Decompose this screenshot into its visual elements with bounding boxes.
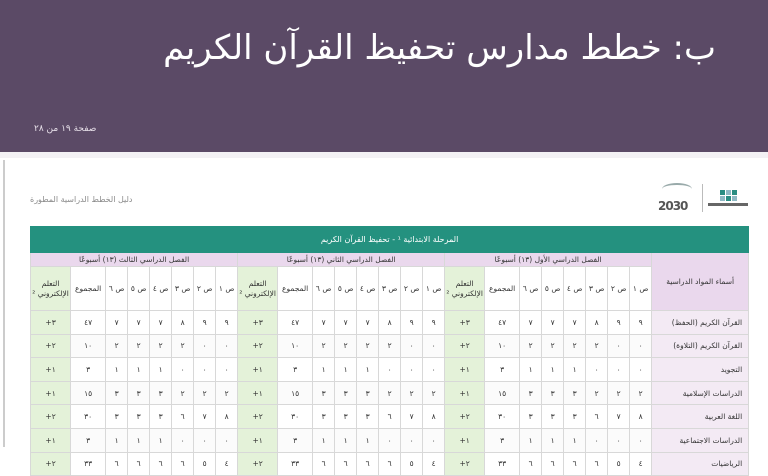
- hours-cell: ٥: [608, 452, 630, 476]
- elearning-cell: ٢+: [445, 334, 485, 358]
- hours-cell: ٠: [630, 358, 652, 382]
- hours-cell: ٧: [401, 405, 423, 429]
- hours-cell: ٣: [335, 381, 357, 405]
- hours-cell: ٧: [106, 311, 128, 335]
- document-page: [10, 160, 768, 469]
- hours-cell: ٦: [313, 452, 335, 476]
- total-column-header: المجموع: [71, 267, 106, 311]
- hours-cell: ٠: [401, 334, 423, 358]
- elearning-cell: ١+: [238, 358, 278, 382]
- hours-cell: ٠: [586, 428, 608, 452]
- hours-cell: ٧: [357, 311, 379, 335]
- hours-cell: ٢: [194, 381, 216, 405]
- grade-column-header: ص ٤: [564, 267, 586, 311]
- elearning-cell: ١+: [445, 428, 485, 452]
- elearning-cell: ٢+: [31, 452, 71, 476]
- total-cell: ٣: [71, 358, 106, 382]
- hours-cell: ٦: [564, 452, 586, 476]
- hours-cell: ٨: [379, 311, 401, 335]
- hours-cell: ١: [106, 428, 128, 452]
- hours-cell: ٣: [564, 381, 586, 405]
- hours-cell: ٢: [150, 334, 172, 358]
- hours-cell: ٠: [216, 428, 238, 452]
- grade-column-header: ص ١: [423, 267, 445, 311]
- table-row: [31, 358, 749, 382]
- elearning-cell: ١+: [238, 381, 278, 405]
- hours-cell: ١: [542, 428, 564, 452]
- slide-title: ب: خطط مدارس تحفيظ القرآن الكريم: [163, 28, 716, 68]
- hours-cell: ٤: [423, 452, 445, 476]
- elearning-cell: ١+: [445, 381, 485, 405]
- hours-cell: ٠: [423, 428, 445, 452]
- total-cell: ٤٧: [71, 311, 106, 335]
- subject-name-cell: اللغة العربية: [652, 405, 749, 429]
- semester-1-header: الفصل الدراسي الأول (١٣) أسبوعًا: [445, 253, 652, 267]
- hours-cell: ٢: [379, 334, 401, 358]
- hours-cell: ١: [128, 358, 150, 382]
- grade-column-header: ص ٦: [313, 267, 335, 311]
- hours-cell: ٠: [586, 358, 608, 382]
- grade-column-header: ص ٦: [106, 267, 128, 311]
- hours-cell: ١: [335, 358, 357, 382]
- table-row: [31, 334, 749, 358]
- hours-cell: ٢: [335, 334, 357, 358]
- vision-2030-logo: 2030: [658, 183, 698, 213]
- total-cell: ٣: [485, 428, 520, 452]
- hours-cell: ٣: [313, 405, 335, 429]
- hours-cell: ٠: [401, 358, 423, 382]
- elearning-cell: ١+: [31, 381, 71, 405]
- hours-cell: ٦: [172, 452, 194, 476]
- hours-cell: ٠: [216, 334, 238, 358]
- grade-column-header: ص ٣: [172, 267, 194, 311]
- total-cell: ١٥: [71, 381, 106, 405]
- hours-cell: ١: [150, 428, 172, 452]
- total-cell: ٣: [485, 358, 520, 382]
- table-row: [31, 428, 749, 452]
- hours-cell: ١: [313, 428, 335, 452]
- hours-cell: ٧: [520, 311, 542, 335]
- hours-cell: ٩: [423, 311, 445, 335]
- ministry-of-education-icon: [706, 183, 750, 213]
- hours-cell: ٨: [216, 405, 238, 429]
- hours-cell: ٦: [542, 452, 564, 476]
- hours-cell: ٣: [150, 381, 172, 405]
- hours-cell: ١: [313, 358, 335, 382]
- hours-cell: ٥: [194, 452, 216, 476]
- grade-column-header: ص ١: [216, 267, 238, 311]
- hours-cell: ٢: [630, 381, 652, 405]
- total-cell: ١٥: [278, 381, 313, 405]
- grade-column-header: ص ٢: [401, 267, 423, 311]
- hours-cell: ٤: [630, 452, 652, 476]
- grade-column-headers: [31, 267, 749, 311]
- study-plan-table: [30, 226, 749, 476]
- grade-column-header: ص ٥: [128, 267, 150, 311]
- total-cell: ١٠: [485, 334, 520, 358]
- elearning-cell: ١+: [31, 358, 71, 382]
- grade-column-header: ص ١: [630, 267, 652, 311]
- total-cell: ٣٣: [71, 452, 106, 476]
- hours-cell: ٦: [128, 452, 150, 476]
- hours-cell: ٢: [172, 334, 194, 358]
- total-column-header: المجموع: [278, 267, 313, 311]
- hours-cell: ٣: [520, 405, 542, 429]
- hours-cell: ٧: [313, 311, 335, 335]
- grade-column-header: ص ٣: [586, 267, 608, 311]
- hours-cell: ٣: [357, 381, 379, 405]
- elearning-column-header: التعلم الإلكتروني ²: [445, 267, 485, 311]
- hours-cell: ٢: [106, 334, 128, 358]
- hours-cell: ٣: [542, 381, 564, 405]
- hours-cell: ٢: [313, 334, 335, 358]
- hours-cell: ١: [542, 358, 564, 382]
- hours-cell: ٠: [608, 358, 630, 382]
- total-cell: ٣: [71, 428, 106, 452]
- hours-cell: ٠: [401, 428, 423, 452]
- hours-cell: ٧: [150, 311, 172, 335]
- hours-cell: ٢: [216, 381, 238, 405]
- hours-cell: ٢: [520, 334, 542, 358]
- hours-cell: ٧: [542, 311, 564, 335]
- hours-cell: ٢: [608, 381, 630, 405]
- subject-name-cell: القرآن الكريم (الحفظ): [652, 311, 749, 335]
- total-cell: ٣٣: [485, 452, 520, 476]
- hours-cell: ٣: [106, 381, 128, 405]
- slide-header: [0, 0, 768, 152]
- elearning-cell: ١+: [238, 428, 278, 452]
- hours-cell: ١: [520, 358, 542, 382]
- hours-cell: ٢: [172, 381, 194, 405]
- hours-cell: ٧: [608, 405, 630, 429]
- hours-cell: ٣: [128, 405, 150, 429]
- total-cell: ٣: [278, 428, 313, 452]
- hours-cell: ١: [335, 428, 357, 452]
- elearning-cell: ٢+: [238, 334, 278, 358]
- hours-cell: ٣: [357, 405, 379, 429]
- hours-cell: ٦: [357, 452, 379, 476]
- hours-cell: ٢: [357, 334, 379, 358]
- hours-cell: ٠: [172, 358, 194, 382]
- semester-3-header: الفصل الدراسي الثالث (١٣) أسبوعًا: [31, 253, 238, 267]
- total-cell: ٤٧: [485, 311, 520, 335]
- hours-cell: ٠: [216, 358, 238, 382]
- hours-cell: ١: [128, 428, 150, 452]
- table-row: [31, 311, 749, 335]
- hours-cell: ٣: [542, 405, 564, 429]
- hours-cell: ٣: [150, 405, 172, 429]
- hours-cell: ١: [564, 428, 586, 452]
- table-row: [31, 452, 749, 476]
- elearning-cell: ١+: [445, 358, 485, 382]
- elearning-column-header: التعلم الإلكتروني ²: [238, 267, 278, 311]
- hours-cell: ٦: [150, 452, 172, 476]
- hours-cell: ٩: [216, 311, 238, 335]
- elearning-cell: ٣+: [445, 311, 485, 335]
- hours-cell: ٦: [172, 405, 194, 429]
- total-cell: ١٠: [71, 334, 106, 358]
- elearning-cell: ٣+: [238, 311, 278, 335]
- total-cell: ٣٣: [278, 452, 313, 476]
- grade-column-header: ص ٤: [357, 267, 379, 311]
- hours-cell: ١: [106, 358, 128, 382]
- grade-column-header: ص ٢: [194, 267, 216, 311]
- hours-cell: ٢: [564, 334, 586, 358]
- grade-column-header: ص ٥: [335, 267, 357, 311]
- table-title: المرحلة الابتدائية ¹ - تحفيظ القرآن الكريم: [31, 227, 749, 253]
- scroll-edge: [3, 160, 5, 447]
- hours-cell: ٢: [128, 334, 150, 358]
- hours-cell: ١: [564, 358, 586, 382]
- hours-cell: ٣: [313, 381, 335, 405]
- hours-cell: ٠: [608, 428, 630, 452]
- hours-cell: ٦: [379, 452, 401, 476]
- hours-cell: ١: [357, 358, 379, 382]
- subject-column-header: أسماء المواد الدراسية: [652, 253, 749, 311]
- hours-cell: ٠: [379, 428, 401, 452]
- elearning-cell: ٢+: [445, 452, 485, 476]
- slide-divider: [0, 152, 768, 158]
- total-column-header: المجموع: [485, 267, 520, 311]
- hours-cell: ٧: [564, 311, 586, 335]
- hours-cell: ٣: [128, 381, 150, 405]
- hours-cell: ٢: [586, 334, 608, 358]
- hours-cell: ٧: [335, 311, 357, 335]
- grade-column-header: ص ٢: [608, 267, 630, 311]
- subject-name-cell: الدراسات الإسلامية: [652, 381, 749, 405]
- document-caption: دليل الخطط الدراسية المطورة: [30, 195, 133, 204]
- hours-cell: ٢: [401, 381, 423, 405]
- subject-name-cell: الدراسات الاجتماعية: [652, 428, 749, 452]
- subject-name-cell: القرآن الكريم (التلاوة): [652, 334, 749, 358]
- ministry-logo: [658, 182, 750, 214]
- hours-cell: ٩: [194, 311, 216, 335]
- hours-cell: ٥: [401, 452, 423, 476]
- hours-cell: ٢: [379, 381, 401, 405]
- hours-cell: ٩: [630, 311, 652, 335]
- grade-column-header: ص ٤: [150, 267, 172, 311]
- total-cell: ٣٠: [71, 405, 106, 429]
- total-cell: ٤٧: [278, 311, 313, 335]
- hours-cell: ٣: [520, 381, 542, 405]
- hours-cell: ١: [357, 428, 379, 452]
- semester-2-header: الفصل الدراسي الثاني (١٣) أسبوعًا: [238, 253, 445, 267]
- hours-cell: ٣: [106, 405, 128, 429]
- table-body: [31, 311, 749, 476]
- page-number: صفحة ١٩ من ٢٨: [34, 124, 97, 134]
- hours-cell: ٠: [194, 358, 216, 382]
- hours-cell: ٧: [194, 405, 216, 429]
- elearning-cell: ٢+: [445, 405, 485, 429]
- hours-cell: ٩: [401, 311, 423, 335]
- hours-cell: ٠: [608, 334, 630, 358]
- total-cell: ٣٠: [485, 405, 520, 429]
- hours-cell: ٢: [586, 381, 608, 405]
- hours-cell: ٨: [630, 405, 652, 429]
- elearning-column-header: التعلم الإلكتروني ²: [31, 267, 71, 311]
- hours-cell: ٧: [128, 311, 150, 335]
- hours-cell: ٦: [106, 452, 128, 476]
- hours-cell: ٠: [630, 334, 652, 358]
- elearning-cell: ٢+: [238, 405, 278, 429]
- total-cell: ٣: [278, 358, 313, 382]
- elearning-cell: ٢+: [238, 452, 278, 476]
- hours-cell: ٠: [423, 334, 445, 358]
- total-cell: ١٥: [485, 381, 520, 405]
- elearning-cell: ٣+: [31, 311, 71, 335]
- hours-cell: ٦: [586, 405, 608, 429]
- hours-cell: ١: [150, 358, 172, 382]
- hours-cell: ٠: [630, 428, 652, 452]
- hours-cell: ٨: [423, 405, 445, 429]
- hours-cell: ٠: [172, 428, 194, 452]
- hours-cell: ٦: [586, 452, 608, 476]
- hours-cell: ٦: [335, 452, 357, 476]
- hours-cell: ٣: [564, 405, 586, 429]
- grade-column-header: ص ٥: [542, 267, 564, 311]
- hours-cell: ٠: [194, 334, 216, 358]
- hours-cell: ٦: [379, 405, 401, 429]
- elearning-cell: ٢+: [31, 334, 71, 358]
- hours-cell: ٤: [216, 452, 238, 476]
- hours-cell: ١: [520, 428, 542, 452]
- hours-cell: ٠: [423, 358, 445, 382]
- hours-cell: ٢: [542, 334, 564, 358]
- hours-cell: ٨: [172, 311, 194, 335]
- elearning-cell: ١+: [31, 428, 71, 452]
- hours-cell: ٩: [608, 311, 630, 335]
- hours-cell: ٠: [194, 428, 216, 452]
- table-row: [31, 381, 749, 405]
- total-cell: ١٠: [278, 334, 313, 358]
- subject-name-cell: التجويد: [652, 358, 749, 382]
- hours-cell: ٨: [586, 311, 608, 335]
- hours-cell: ٦: [520, 452, 542, 476]
- hours-cell: ٠: [379, 358, 401, 382]
- hours-cell: ٢: [423, 381, 445, 405]
- hours-cell: ٣: [335, 405, 357, 429]
- total-cell: ٣٠: [278, 405, 313, 429]
- table-row: [31, 405, 749, 429]
- subject-name-cell: الرياضيات: [652, 452, 749, 476]
- grade-column-header: ص ٦: [520, 267, 542, 311]
- grade-column-header: ص ٣: [379, 267, 401, 311]
- elearning-cell: ٢+: [31, 405, 71, 429]
